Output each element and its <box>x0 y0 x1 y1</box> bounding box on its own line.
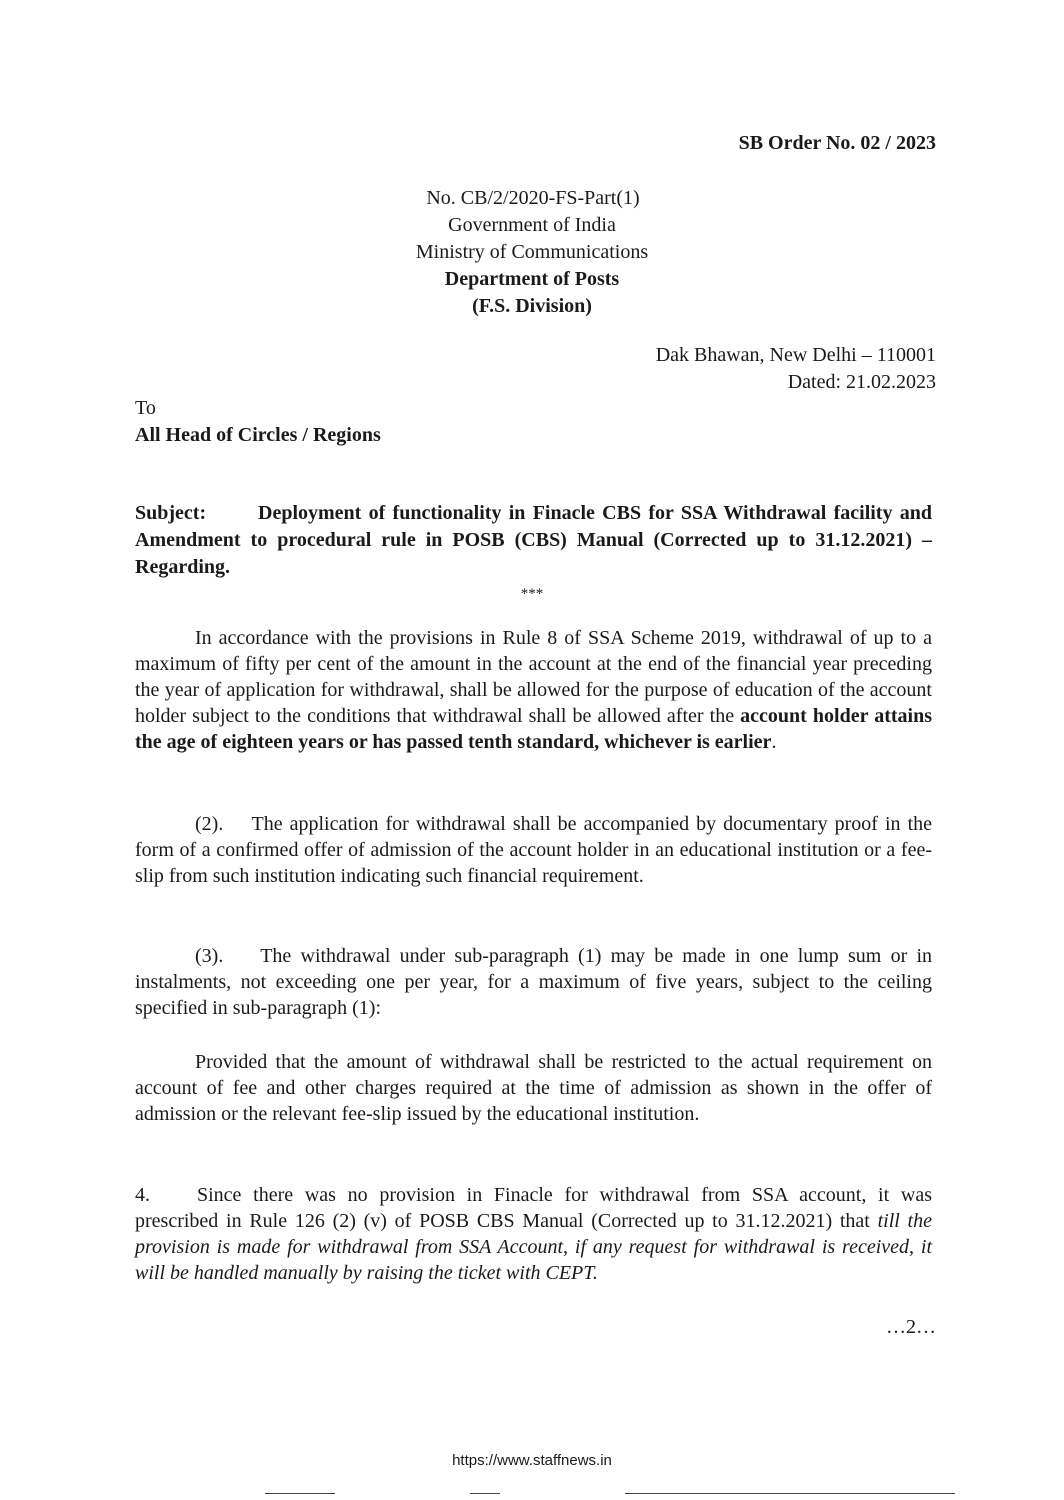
paragraph-4 <box>135 1182 932 1286</box>
paragraph-4-number: 4. <box>135 1184 150 1206</box>
government-line: Government of India <box>448 214 616 236</box>
separator: *** <box>520 586 544 602</box>
paragraph-1-text: In accordance with the provisions in Rule 8 of SSA Scheme 2019, withdrawal of up to a maximum of fifty per cent of the amount in the account at the end of the financial year preceding the year of application for withdrawal, shall be allowed for the purpose of education of the account holder subject to the conditions that withdrawal shall be allowed after the <box>135 627 932 727</box>
paragraph-4-italic: till the provision is made for withdrawal from SSA Account, if any request for withdrawal is received, it will be handled manually by raising the ticket with CEPT. <box>135 1210 932 1284</box>
subject-label: Subject: <box>135 502 207 524</box>
recipient: All Head of Circles / Regions <box>135 424 381 446</box>
scan-artifact-line <box>265 1493 335 1494</box>
scan-artifact-line <box>470 1493 500 1494</box>
paragraph-2-number: (2). <box>195 813 224 835</box>
sender-address <box>656 342 936 396</box>
order-number: SB Order No. 02 / 2023 <box>738 132 936 154</box>
paragraph-3 <box>135 943 932 1021</box>
paragraph-proviso <box>135 1049 932 1127</box>
file-number: No. CB/2/2020-FS-Part(1) <box>426 187 640 209</box>
letter-date: Dated: 21.02.2023 <box>787 371 936 393</box>
page-continuation: …2… <box>886 1316 936 1338</box>
recipient-block <box>135 395 381 449</box>
paragraph-3-number: (3). <box>195 945 224 967</box>
letterhead <box>0 185 1064 320</box>
paragraph-1 <box>135 625 932 755</box>
paragraph-3-text: The withdrawal under sub-paragraph (1) may be made in one lump sum or in instalments, not exceeding one per year, for a maximum of five years, subject to the ceiling specified in sub-paragraph (1): <box>135 945 933 1019</box>
paragraph-4-text: Since there was no provision in Finacle for withdrawal from SSA account, it was prescribed in Rule 126 (2) (v) of POSB CBS Manual (Corrected up to 31.12.2021) that <box>135 1184 932 1232</box>
department-line: Department of Posts <box>444 268 620 290</box>
paragraph-1-emphasis: account holder attains the age of eighteen years or has passed tenth standard, whichever is earlier <box>135 705 932 753</box>
paragraph-2-text: The application for withdrawal shall be accompanied by documentary proof in the form of a confirmed offer of admission of the account holder in an educational institution or a fee-slip from such institution indicating such financial requirement. <box>135 813 933 887</box>
division-line: (F.S. Division) <box>472 295 592 317</box>
address-place: Dak Bhawan, New Delhi – 110001 <box>655 344 936 366</box>
paragraph-proviso-text: Provided that the amount of withdrawal shall be restricted to the actual requirement on account of fee and other charges required at the time of admission as shown in the offer of admission or the relevant fee-slip issued by the educational institution. <box>135 1051 932 1125</box>
footer-url: https://www.staffnews.in <box>452 1452 612 1469</box>
paragraph-1-end: . <box>771 731 777 753</box>
paragraph-2 <box>135 811 932 889</box>
subject-text: Deployment of functionality in Finacle CBS for SSA Withdrawal facility and Amendment to procedural rule in POSB (CBS) Manual (Corrected up to 31.12.2021) – Regarding. <box>135 502 932 578</box>
subject <box>135 500 932 581</box>
to-label: To <box>135 397 156 419</box>
ministry-line: Ministry of Communications <box>415 241 649 263</box>
scan-artifact-line <box>625 1493 955 1494</box>
